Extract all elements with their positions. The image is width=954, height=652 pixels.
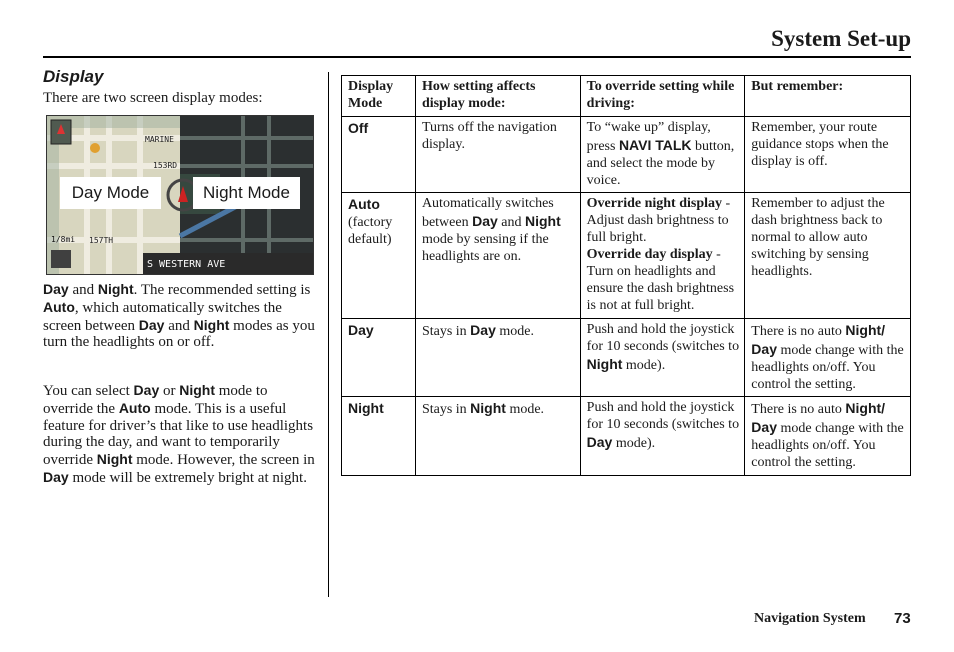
mode-off: Off: [342, 116, 416, 193]
column-divider: [328, 72, 329, 597]
auto-override: Override night display - Adjust dash brightness to full bright. Override day display - Turn on headlights and ensure the dash brightness is not at full bright.: [580, 193, 745, 318]
auto-affects: Automatically switches between Day and Night mode by sensing if the headlights are on.: [415, 193, 580, 318]
menu-icon: [51, 250, 71, 268]
table-row-day: [342, 318, 911, 397]
page-number: 73: [894, 610, 911, 627]
night-mode-label: Night Mode: [193, 177, 300, 209]
header-how-affects: How setting affects display mode:: [415, 76, 580, 117]
map-label-157th: 157TH: [89, 236, 114, 245]
section-heading: Display: [43, 67, 104, 86]
off-remember: Remember, your route guidance stops when the display is off.: [745, 116, 911, 193]
day-remember: There is no auto Night/ Day mode change with the headlights on/off. You control the setting.: [745, 318, 911, 397]
paragraph-1: Day and Night. The recommended setting is Auto, which automatically switches the screen between Day and Night modes as you turn the headlights on or off.: [43, 281, 315, 351]
header-remember: But remember:: [745, 76, 911, 117]
auto-remember: Remember to adjust the dash brightness back to normal to allow auto switching by sensing headlights.: [745, 193, 911, 318]
night-affects: Stays in Night mode.: [415, 397, 580, 476]
map-scale-label: 1/8mi: [51, 235, 76, 244]
header-override: To override setting while driving:: [580, 76, 745, 117]
table-row-night: [342, 397, 911, 476]
mode-auto: Auto (factory default): [342, 193, 416, 318]
map-label-marine: MARINE: [145, 135, 174, 144]
day-mode-label: Day Mode: [60, 177, 161, 209]
intro-text: There are two screen display modes:: [43, 90, 263, 106]
night-override: Push and hold the joystick for 10 seconds (switches to Day mode).: [580, 397, 745, 476]
off-override: To “wake up” display, press NAVI TALK button, and select the mode by voice.: [580, 116, 745, 193]
table-row-off: [342, 116, 911, 193]
mode-night: Night: [342, 397, 416, 476]
page-title: System Set-up: [771, 26, 911, 51]
header-rule: [43, 56, 911, 58]
table-header-row: [342, 76, 911, 117]
display-mode-table: [341, 75, 911, 476]
paragraph-2: You can select Day or Night mode to override the Auto mode. This is a useful feature for driver’s that like to use headlights during the day, and want to temporarily override Night mode. However, the screen in Day mode will be extremely bright at night.: [43, 382, 315, 486]
day-affects: Stays in Day mode.: [415, 318, 580, 397]
table-row-auto: [342, 193, 911, 318]
off-affects: Turns off the navigation display.: [415, 116, 580, 193]
day-override: Push and hold the joystick for 10 seconds (switches to Night mode).: [580, 318, 745, 397]
street-bar-label: S WESTERN AVE: [147, 259, 226, 270]
poi-icon: [90, 143, 100, 153]
mode-day: Day: [342, 318, 416, 397]
header-display-mode: Display Mode: [342, 76, 416, 117]
footer-section-label: Navigation System: [754, 611, 866, 626]
map-label-153rd: 153RD: [153, 161, 178, 170]
night-remember: There is no auto Night/ Day mode change with the headlights on/off. You control the setting.: [745, 397, 911, 476]
